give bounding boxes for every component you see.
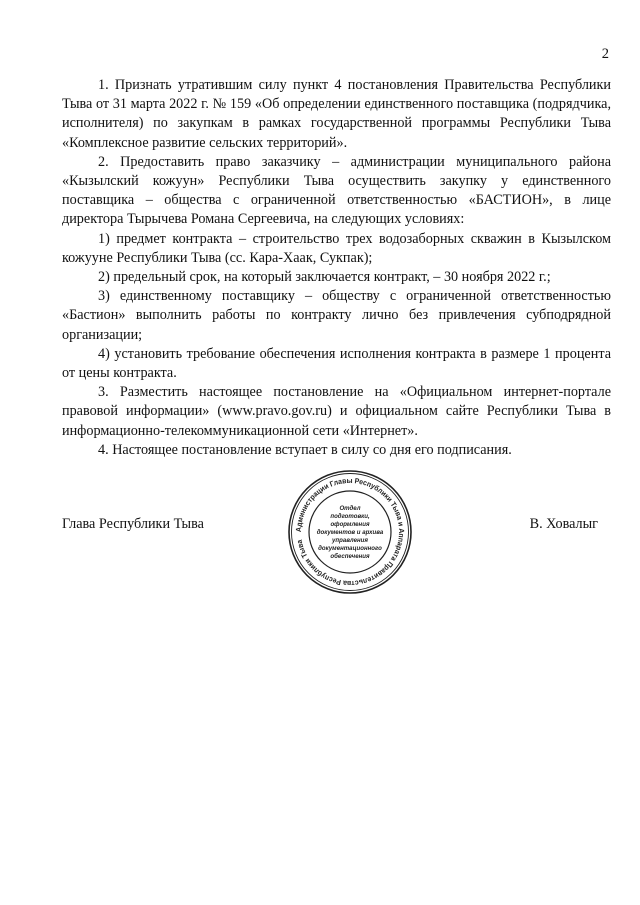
stamp-inner-line-2: подготовки, — [330, 513, 370, 520]
stamp-inner-line-4: документов и архива — [316, 529, 384, 536]
signatory-title: Глава Республики Тыва — [62, 516, 204, 532]
document-body — [62, 76, 611, 460]
signatory-name: В. Ховалыг — [529, 516, 598, 532]
paragraph-2: 2. Предоставить право заказчику – администрации муниципального района «Кызылский кожуун» Республики Тыва осуществить закупку у единственного поставщика – общества с ограниченной ответственностью «БАСТИОН», в лице директора Тырычева Романа Сергеевича, на следующих условиях: — [62, 153, 611, 228]
stamp-inner-line-3: оформления — [330, 521, 370, 528]
paragraph-3: 3. Разместить настоящее постановление на «Официальном интернет-портале правовой информации» (www.pravo.gov.ru) и официальном сайте Республики Тыва в информационно-телекоммуникационной сети «Интернет». — [62, 384, 611, 439]
stamp-inner-line-1: Отдел — [339, 505, 361, 512]
stamp-inner-line-6: документационного — [318, 545, 382, 552]
paragraph-1: 1. Признать утратившим силу пункт 4 постановления Правительства Республики Тыва от 31 марта 2022 г. № 159 «Об определении единственного поставщика (подрядчика, исполнителя) по закупкам в рамках государственной программы Республики Тыва «Комплексное развитие сельских территорий». — [62, 77, 611, 151]
paragraph-2-item-3: 3) единственному поставщику – обществу с ограниченной ответственностью «Бастион» выполнить работы по контракту лично без привлечения субподрядной организации; — [62, 288, 611, 343]
paragraph-2-item-1: 1) предмет контракта – строительство трех водозаборных скважин в Кызылском кожууне Республики Тыва (сс. Кара-Хаак, Сукпак); — [62, 230, 611, 266]
paragraph-2-item-4: 4) установить требование обеспечения исполнения контракта в размере 1 процента от цены контракта. — [62, 345, 611, 382]
page-number: 2 — [601, 46, 609, 62]
paragraph-4: 4. Настоящее постановление вступает в силу со дня его подписания. — [98, 441, 512, 458]
stamp-inner-line-5: управления — [332, 537, 368, 544]
stamp-outer-text-path: Администрации Главы Республики Тыва и Аппарата Правительства Республики Тыва — [293, 475, 407, 589]
stamp-inner-line-7: обеспечения — [330, 553, 370, 560]
paragraph-2-item-2: 2) предельный срок, на который заключается контракт, – 30 ноября 2022 г.; — [98, 269, 551, 286]
official-stamp — [286, 468, 414, 596]
